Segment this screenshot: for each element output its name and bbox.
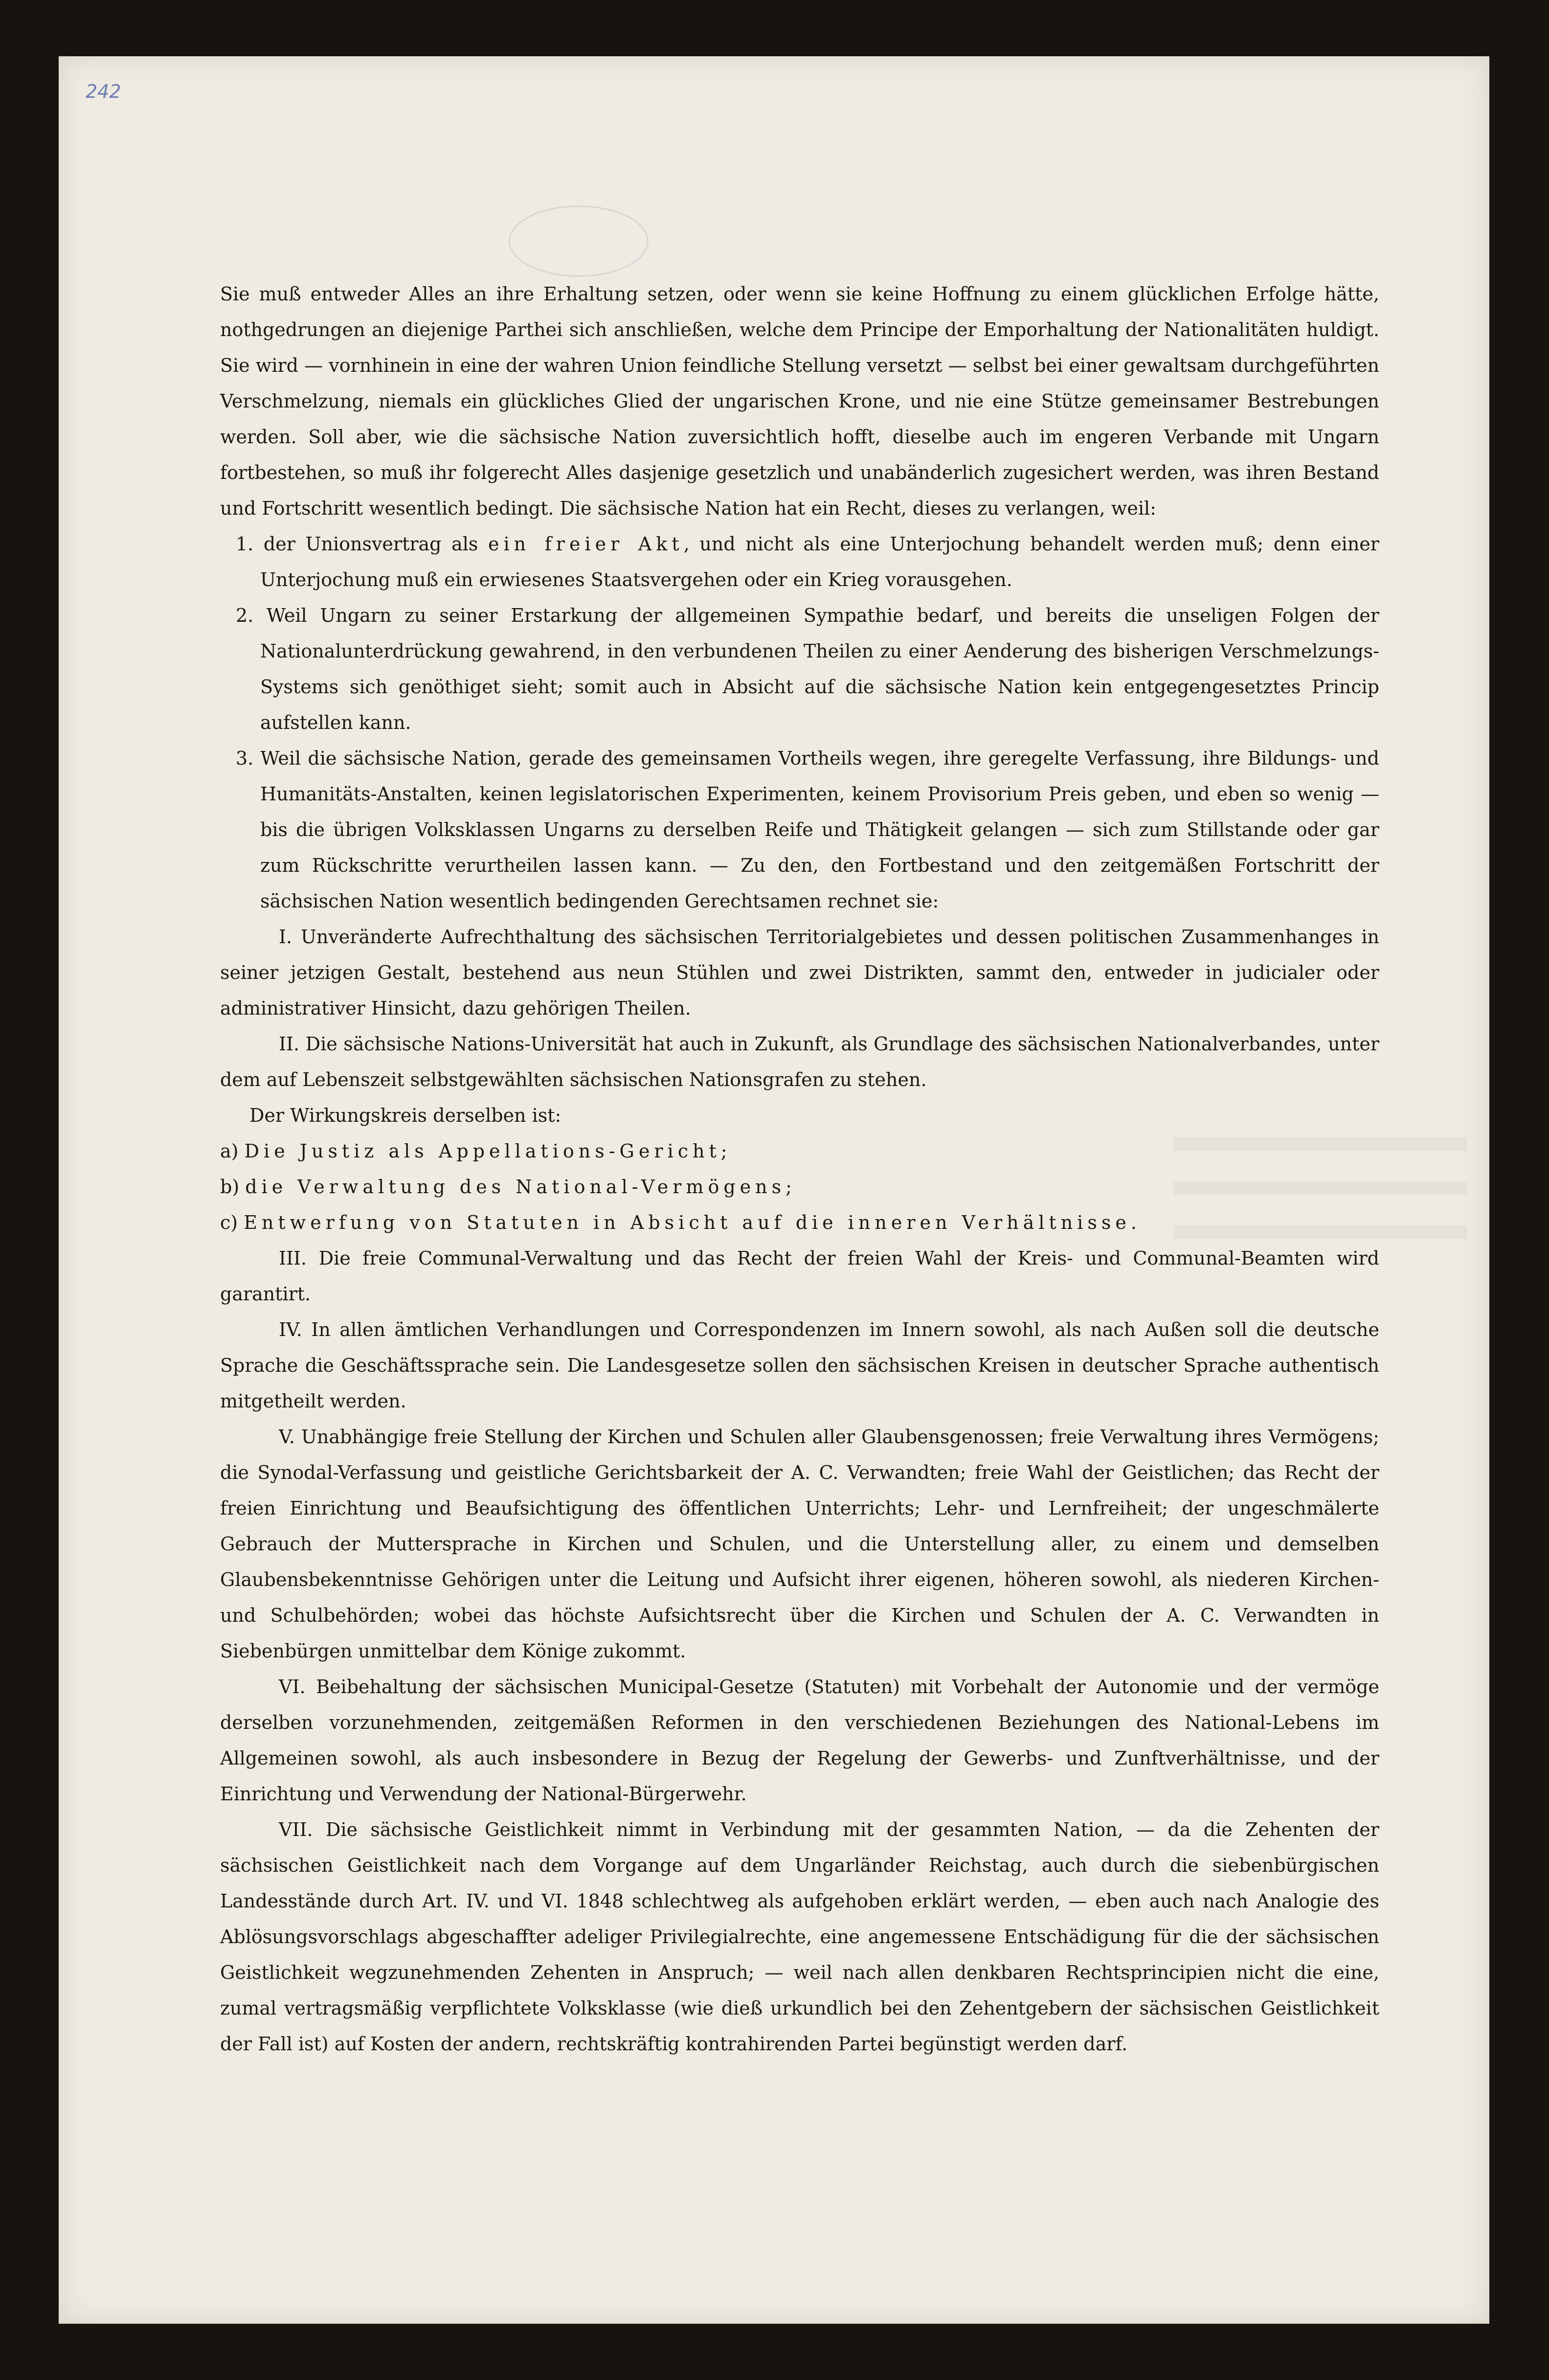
right-vi (220, 1669, 1379, 1812)
right-ii (220, 1026, 1379, 1098)
scope-item-a (220, 1133, 1379, 1169)
right-text: Beibehaltung der sächsischen Municipal-Gesetze (Statuten) mit Vorbehalt der Autonomie und der vermöge derselben vorzunehmenden, zeitgemäßen Reformen in den verschiedenen Beziehungen des National-Lebens im Allgemeinen sowohl, als auch insbesondere in Bezug der Regelung der Gewerbs- und Zunftverhältnisse, und der Einrichtung und Verwendung der National-Bürgerwehr. (220, 1676, 1379, 1805)
scope-text: Entwerfung von Statuten in Absicht auf die inneren Verhältnisse. (244, 1212, 1141, 1233)
reason-text-spaced: ein freier Akt (488, 533, 684, 555)
scope-label: c) (220, 1212, 238, 1233)
intro-paragraph: Sie muß entweder Alles an ihre Erhaltung setzen, oder wenn sie keine Hoffnung zu einem glücklichen Erfolge hätte, nothgedrungen an diejenige Parthei sich anschließen, welche dem Principe der Emporhaltung der Nationalitäten huldigt. Sie wird — vornhinein in eine der wahren Union feindliche Stellung versetzt — selbst bei einer gewaltsam durchgeführten Verschmelzung, niemals ein glückliches Glied der ungarischen Krone, und nie eine Stütze gemeinsamer Bestrebungen werden. Soll aber, wie die sächsische Nation zuversichtlich hofft, dieselbe auch im engeren Verbande mit Ungarn fortbestehen, so muß ihr folgerecht Alles dasjenige gesetzlich und unabänderlich zugesichert werden, was ihren Bestand und Fortschritt wesentlich bedingt. Die sächsische Nation hat ein Recht, dieses zu verlangen, weil: (220, 283, 1379, 519)
right-iii (220, 1241, 1379, 1312)
right-text: In allen ämtlichen Verhandlungen und Correspondenzen im Innern sowohl, als nach Außen soll die deutsche Sprache die Geschäftssprache sein. Die Landesgesetze sollen den sächsischen Kreisen in deutscher Sprache authentisch mitgetheilt werden. (220, 1319, 1379, 1412)
right-text: Unabhängige freie Stellung der Kirchen und Schulen aller Glaubensgenossen; freie Verwaltung ihres Vermögens; die Synodal-Verfassung und geistliche Gerichtsbarkeit der A. C. Verwandten; freie Wahl der Geistlichen; das Recht der freien Einrichtung und Beaufsichtigung des öffentlichen Unterrichts; Lehr- und Lernfreiheit; der ungeschmälerte Gebrauch der Muttersprache in Kirchen und Schulen, und die Unterstellung aller, zu einem und demselben Glaubensbekenntnisse Gehörigen unter die Leitung und Aufsicht ihrer eigenen, höheren sowohl, als niederen Kirchen- und Schulbehörden; wobei das höchste Aufsichtsrecht über die Kirchen und Schulen der A. C. Verwandten in Siebenbürgen unmittelbar dem Könige zukommt. (220, 1426, 1379, 1662)
reason-1 (220, 526, 1379, 598)
right-vii (220, 1812, 1379, 2062)
right-number: II. (279, 1033, 300, 1055)
document-body (220, 276, 1379, 2062)
scope-item-b (220, 1169, 1379, 1205)
scope-item-c (220, 1205, 1379, 1241)
reason-2 (220, 598, 1379, 741)
reason-text: Weil die sächsische Nation, gerade des gemeinsamen Vortheils wegen, ihre geregelte Verfassung, ihre Bildungs- und Humanitäts-Anstalten, keinen legislatorischen Experimenten, keinem Provisorium Preis geben, und eben so wenig — bis die übrigen Volksklassen Ungarns zu derselben Reife und Thätigkeit gelangen — sich zum Stillstande oder gar zum Rückschritte verurtheilen lassen kann. — Zu den, den Fortbestand und den zeitgemäßen Fortschritt der sächsischen Nation wesentlich bedingenden Gerechtsamen rechnet sie: (260, 748, 1379, 912)
reason-3 (220, 741, 1379, 919)
reason-text-pre: der Unionsvertrag als (263, 533, 478, 555)
scope-text: Die Justiz als Appellations-Gericht; (244, 1140, 732, 1162)
folio-number: 242 (86, 81, 121, 102)
library-stamp (509, 205, 649, 277)
scope-label: a) (220, 1140, 239, 1162)
right-number: III. (279, 1247, 307, 1269)
right-text: Die freie Communal-Verwaltung und das Recht der freien Wahl der Kreis- und Communal-Beamten wird garantirt. (220, 1247, 1379, 1305)
right-text: Unveränderte Aufrechthaltung des sächsischen Territorialgebietes und dessen politischen Zusammenhanges in seiner jetzigen Gestalt, bestehend aus neun Stühlen und zwei Distrikten, sammt den, entweder in judicialer oder administrativer Hinsicht, dazu gehörigen Theilen. (220, 926, 1379, 1019)
right-number: V. (279, 1426, 295, 1448)
scope-label: b) (220, 1176, 240, 1198)
reason-number: 3. (236, 748, 254, 769)
right-number: IV. (279, 1319, 302, 1340)
right-text: Die sächsische Geistlichkeit nimmt in Verbindung mit der gesammten Nation, — da die Zehenten der sächsischen Geistlichkeit nach dem Vorgange auf dem Ungarländer Reichstag, auch durch die siebenbürgischen Landesstände durch Art. IV. und VI. 1848 schlechtweg als aufgehoben erklärt werden, — eben auch nach Analogie des Ablösungsvorschlags abgeschaffter adeliger Privilegialrechte, eine angemessene Entschädigung für die der sächsischen Geistlichkeit wegzunehmenden Zehenten in Anspruch; — weil nach allen denkbaren Rechtsprincipien nicht die eine, zumal vertragsmäßig verpflichtete Volksklasse (wie dieß urkundlich bei den Zehentgebern der sächsischen Geistlichkeit der Fall ist) auf Kosten der andern, rechtskräftig kontrahirenden Partei begünstigt werden darf. (220, 1819, 1379, 2055)
reason-number: 1. (236, 533, 254, 555)
reason-text-post: , und nicht als eine Unterjochung behandelt werden muß; denn einer Unterjochung muß ein erwiesenes Staatsvergehen oder ein Krieg vorausgehen. (260, 533, 1379, 590)
right-v (220, 1419, 1379, 1669)
right-number: VI. (279, 1676, 306, 1698)
scope-text: die Verwaltung des National-Vermögens; (245, 1176, 796, 1198)
reason-number: 2. (236, 605, 254, 626)
right-i (220, 919, 1379, 1026)
reason-text: Weil Ungarn zu seiner Erstarkung der allgemeinen Sympathie bedarf, und bereits die unseligen Folgen der Nationalunterdrückung gewahrend, in den verbundenen Theilen zu einer Aenderung des bisherigen Verschmelzungs-Systems sich genöthiget sieht; somit auch in Absicht auf die sächsische Nation kein entgegengesetztes Princip aufstellen kann. (260, 605, 1379, 733)
right-iv (220, 1312, 1379, 1419)
right-text: Die sächsische Nations-Universität hat auch in Zukunft, als Grundlage des sächsischen Nationalverbandes, unter dem auf Lebenszeit selbstgewählten sächsischen Nationsgrafen zu stehen. (220, 1033, 1379, 1090)
right-number: I. (279, 926, 292, 948)
scope-heading: Der Wirkungskreis derselben ist: (249, 1105, 561, 1126)
document-page (59, 56, 1489, 2324)
right-number: VII. (279, 1819, 313, 1840)
